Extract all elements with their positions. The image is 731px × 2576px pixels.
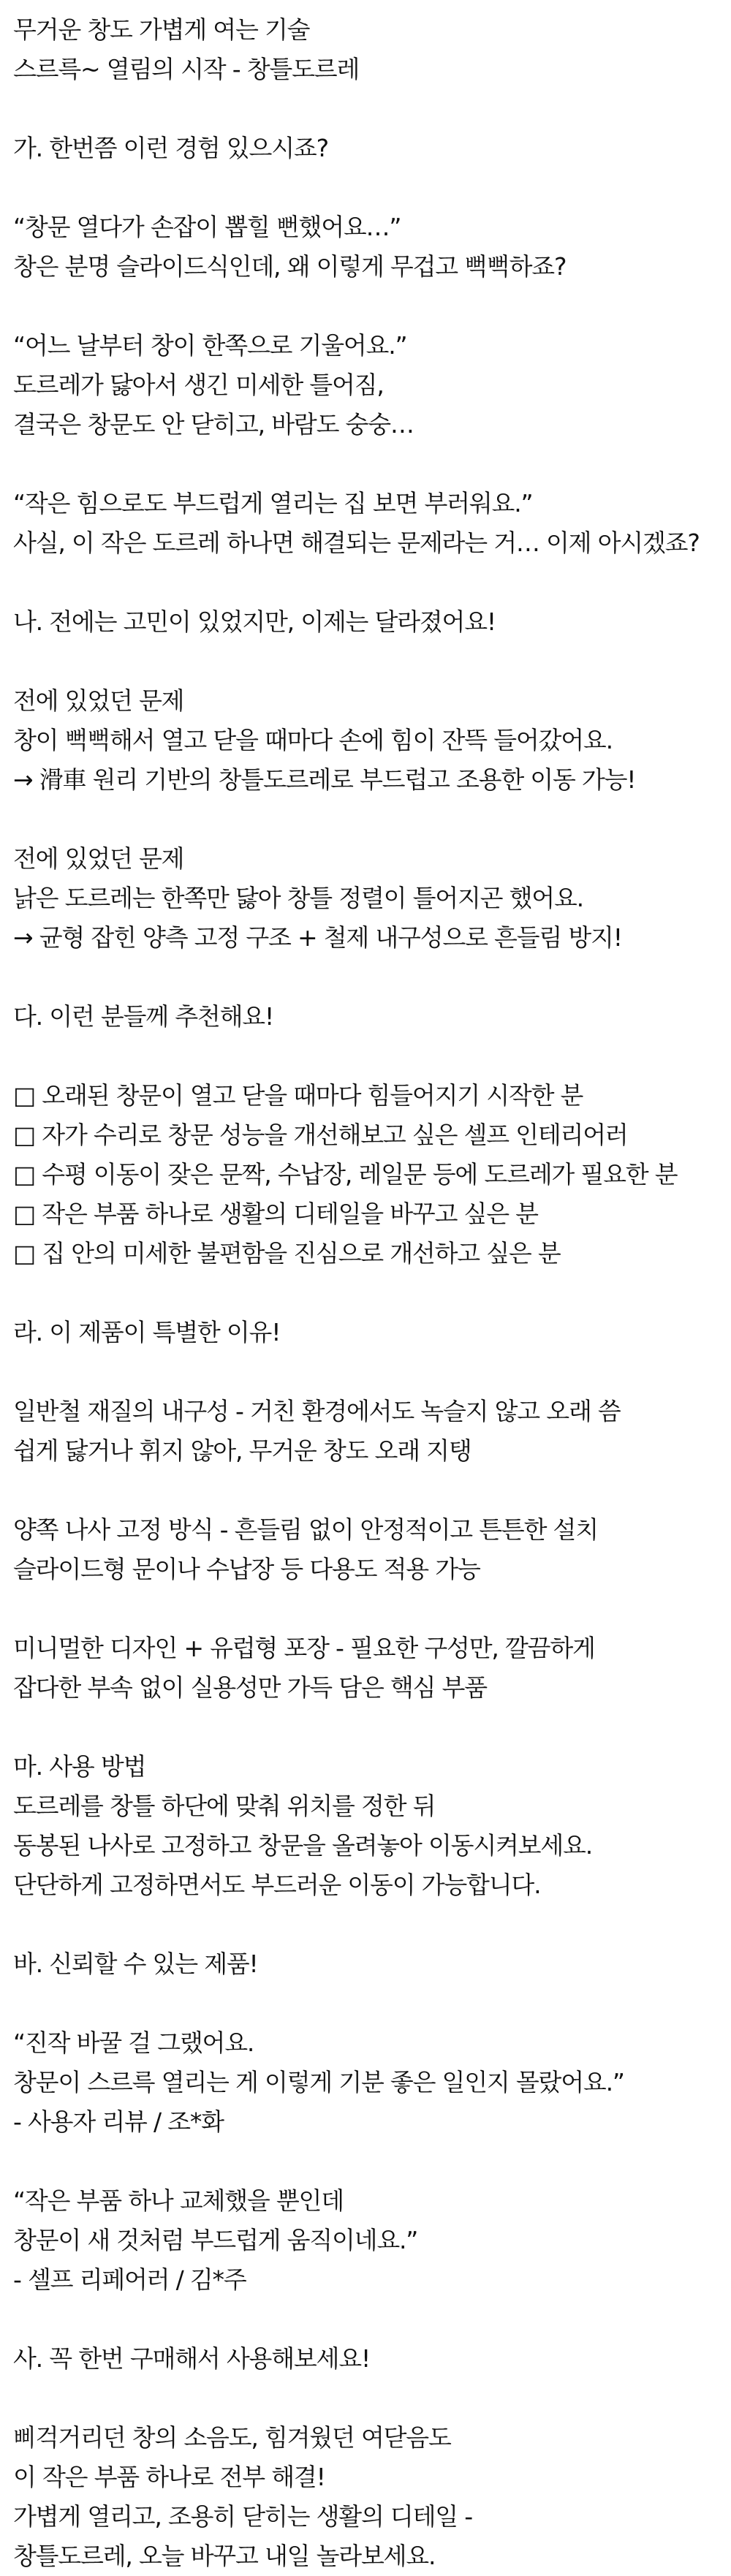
paragraph-spacer bbox=[13, 1708, 722, 1747]
text-line: 창문이 새 것처럼 부드럽게 움직이네요.” bbox=[13, 2226, 418, 2254]
text-line: 도르레를 창틀 하단에 맞춰 위치를 정한 뒤 bbox=[13, 1792, 436, 1820]
text-line: □ 집 안의 미세한 불편함을 진심으로 개선하고 싶은 분 bbox=[13, 1239, 561, 1268]
paragraph-spacer bbox=[13, 642, 722, 681]
text-line: 동봉된 나사로 고정하고 창문을 올려놓아 이동시켜보세요. bbox=[13, 1831, 593, 1860]
text-line: 이 작은 부품 하나로 전부 해결! bbox=[13, 2463, 325, 2491]
text-line: 잡다한 부속 없이 실용성만 가득 담은 핵심 부품 bbox=[13, 1673, 487, 1702]
text-line: 가볍게 열리고, 조용히 닫히는 생활의 디테일 - bbox=[13, 2502, 472, 2531]
text-line: 일반철 재질의 내구성 - 거친 환경에서도 녹슬지 않고 오래 씀 bbox=[13, 1397, 621, 1425]
text-line: 무거운 창도 가볍게 여는 기술 bbox=[13, 15, 310, 44]
paragraph-spacer bbox=[13, 89, 722, 129]
paragraph-spacer bbox=[13, 287, 722, 326]
text-line: 미니멀한 디자인 + 유럽형 포장 - 필요한 구성만, 깔끔하게 bbox=[13, 1634, 595, 1662]
text-line: “작은 힘으로도 부드럽게 열리는 집 보면 부러워요.” bbox=[13, 489, 533, 518]
paragraph-spacer bbox=[13, 444, 722, 484]
text-line: □ 작은 부품 하나로 생활의 디테일을 바꾸고 싶은 분 bbox=[13, 1200, 538, 1228]
text-line: 단단하게 고정하면서도 부드러운 이동이 가능합니다. bbox=[13, 1871, 541, 1899]
text-line: 사. 꼭 한번 구매해서 사용해보세요! bbox=[13, 2344, 370, 2373]
text-line: 사실, 이 작은 도르레 하나면 해결되는 문제라는 거… 이제 아시겠죠? bbox=[13, 529, 700, 557]
text-line: 마. 사용 방법 bbox=[13, 1752, 146, 1781]
text-line: 삐걱거리던 창의 소음도, 힘겨웠던 여닫음도 bbox=[13, 2423, 451, 2452]
paragraph-spacer bbox=[13, 958, 722, 997]
text-line: 라. 이 제품이 특별한 이유! bbox=[13, 1318, 281, 1346]
text-line: 창문이 스르륵 열리는 게 이렇게 기분 좋은 일인지 몰랐어요.” bbox=[13, 2068, 624, 2096]
text-line: 낡은 도르레는 한쪽만 닳아 창틀 정렬이 틀어지곤 했어요. bbox=[13, 884, 583, 912]
text-line: - 사용자 리뷰 / 조*화 bbox=[13, 2107, 224, 2136]
paragraph-spacer bbox=[13, 1984, 722, 2023]
text-line: 도르레가 닳아서 생긴 미세한 틀어짐, bbox=[13, 371, 384, 399]
paragraph-spacer bbox=[13, 800, 722, 839]
text-line: □ 수평 이동이 잦은 문짝, 수납장, 레일문 등에 도르레가 필요한 분 bbox=[13, 1160, 678, 1189]
text-line: 나. 전에는 고민이 있었지만, 이제는 달라졌어요! bbox=[13, 607, 496, 636]
paragraph-spacer bbox=[13, 1352, 722, 1392]
text-line: 쉽게 닳거나 휘지 않아, 무거운 창도 오래 지탱 bbox=[13, 1436, 471, 1465]
text-line: 창이 뻑뻑해서 열고 닫을 때마다 손에 힘이 잔뜩 들어갔어요. bbox=[13, 726, 613, 754]
text-line: 슬라이드형 문이나 수납장 등 다용도 적용 가능 bbox=[13, 1555, 480, 1583]
paragraph-spacer bbox=[13, 2142, 722, 2181]
paragraph-spacer bbox=[13, 1273, 722, 1313]
text-line: 바. 신뢰할 수 있는 제품! bbox=[13, 1950, 258, 1978]
text-line: - 셀프 리페어러 / 김*주 bbox=[13, 2265, 246, 2294]
paragraph-spacer bbox=[13, 2300, 722, 2339]
text-line: 다. 이런 분들께 추천해요! bbox=[13, 1002, 273, 1031]
paragraph-spacer bbox=[13, 1471, 722, 1510]
text-line: “작은 부품 하나 교체했을 뿐인데 bbox=[13, 2186, 344, 2215]
paragraph-spacer bbox=[13, 1905, 722, 1944]
text-line: → 滑車 원리 기반의 창틀도르레로 부드럽고 조용한 이동 가능! bbox=[13, 765, 636, 794]
text-line: 양쪽 나사 고정 방식 - 흔들림 없이 안정적이고 튼튼한 설치 bbox=[13, 1515, 598, 1544]
text-line: □ 오래된 창문이 열고 닫을 때마다 힘들어지기 시작한 분 bbox=[13, 1081, 583, 1110]
paragraph-spacer bbox=[13, 1037, 722, 1076]
paragraph-spacer bbox=[13, 168, 722, 208]
text-line: 창틀도르레, 오늘 바꾸고 내일 놀라보세요. bbox=[13, 2542, 436, 2570]
text-line: “창문 열다가 손잡이 뽑힐 뻔했어요…” bbox=[13, 213, 401, 241]
document-body bbox=[13, 10, 722, 2576]
text-line: 결국은 창문도 안 닫히고, 바람도 숭숭… bbox=[13, 410, 414, 439]
text-line: 가. 한번쯤 이런 경험 있으시죠? bbox=[13, 134, 328, 162]
text-line: “진작 바꿀 걸 그랬어요. bbox=[13, 2028, 254, 2057]
text-line: → 균형 잡힌 양측 고정 구조 + 철제 내구성으로 흔들림 방지! bbox=[13, 923, 622, 952]
paragraph-spacer bbox=[13, 1589, 722, 1629]
text-line: 전에 있었던 문제 bbox=[13, 844, 184, 873]
paragraph-spacer bbox=[13, 2379, 722, 2418]
text-line: 전에 있었던 문제 bbox=[13, 686, 184, 715]
text-line: 창은 분명 슬라이드식인데, 왜 이렇게 무겁고 뻑뻑하죠? bbox=[13, 252, 567, 281]
text-line: □ 자가 수리로 창문 성능을 개선해보고 싶은 셀프 인테리어러 bbox=[13, 1121, 628, 1149]
text-line: “어느 날부터 창이 한쪽으로 기울어요.” bbox=[13, 331, 407, 360]
paragraph-spacer bbox=[13, 563, 722, 602]
text-line: 스르륵~ 열림의 시작 - 창틀도르레 bbox=[13, 55, 360, 83]
